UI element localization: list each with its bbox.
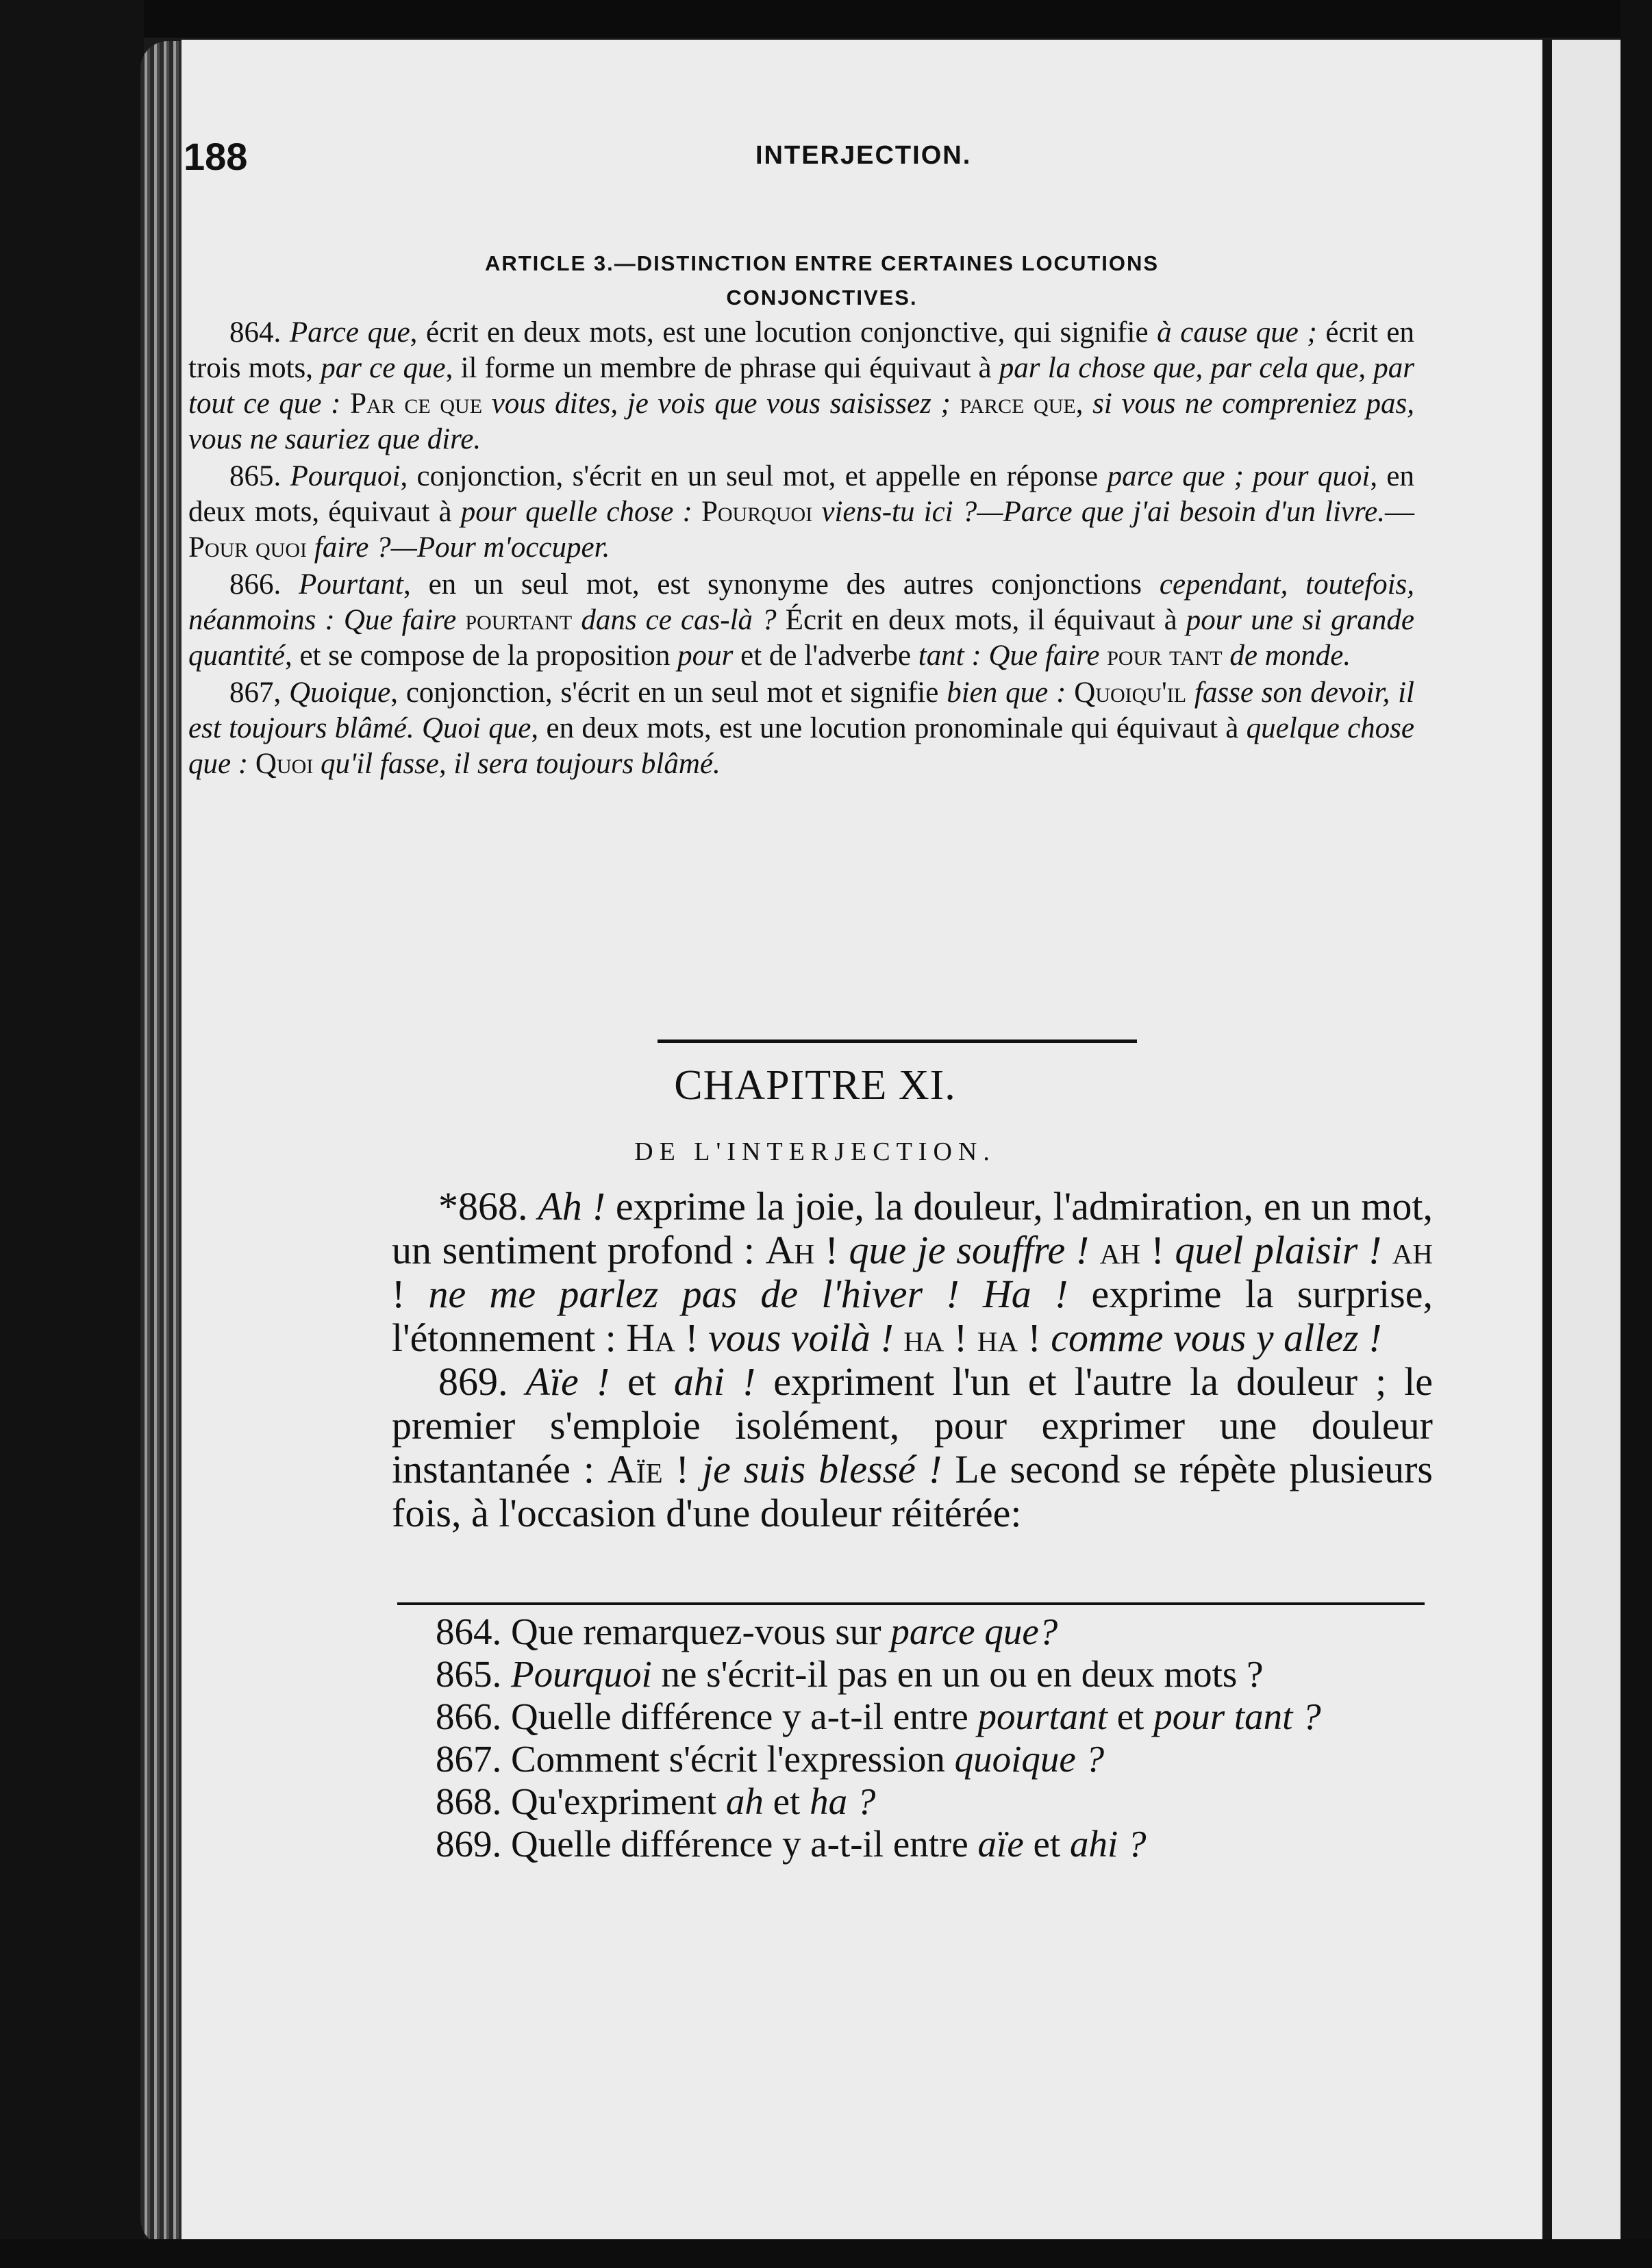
para-text: que je souffre !: [849, 1228, 1090, 1272]
paragraph-866: [188, 567, 1414, 674]
para-text: , conjonction, s'écrit en un seul mot, et appelle en réponse: [400, 460, 1107, 492]
question-text: Que remarquez-vous sur: [511, 1611, 891, 1652]
article-title-line1: ARTICLE 3.—DISTINCTION ENTRE CERTAINES LOCUTIONS: [484, 251, 1160, 275]
question-text: ahi ?: [1069, 1823, 1147, 1865]
question-866: [397, 1696, 1431, 1738]
running-title: INTERJECTION.: [755, 141, 972, 170]
para-text: écrit en trois mots,: [188, 316, 1414, 384]
book-spine: [1542, 40, 1552, 2245]
para-text: Le second se répète plusieurs fois, à l'occasion d'une douleur réitérée:: [392, 1447, 1433, 1535]
chapter-title: CHAPITRE XI.: [674, 1062, 956, 1109]
para-text: qu'il fasse, il sera toujours blâmé.: [321, 748, 721, 780]
question-number: 869.: [436, 1823, 511, 1865]
para-number: 866.: [229, 568, 299, 601]
para-text: , en deux mots, équivaut à: [188, 460, 1415, 528]
para-text: Pourquoi: [290, 460, 401, 492]
para-text: fasse son devoir, il est toujours blâmé. Quoi que: [188, 677, 1414, 744]
question-number: 864.: [436, 1611, 511, 1652]
para-text: parce que ; pour quoi: [1107, 460, 1371, 492]
question-text: et: [763, 1780, 810, 1822]
question-text: Quelle différence y a-t-il entre: [511, 1823, 978, 1865]
question-number: 867.: [436, 1738, 511, 1780]
question-text: Pourquoi: [511, 1653, 652, 1695]
scan-background-bottom: [0, 2239, 1652, 2268]
para-text: par ce que: [321, 352, 446, 384]
question-text: Qu'expriment: [511, 1780, 726, 1822]
scan-background-top: [0, 0, 1652, 38]
scan-background-right: [1620, 0, 1652, 2268]
para-text: et de l'adverbe: [733, 640, 918, 672]
para-text: Quoi: [248, 748, 321, 780]
para-text: cependant, toutefois, néanmoins : Que faire: [188, 568, 1415, 636]
question-number: 865.: [436, 1653, 511, 1695]
question-number: 866.: [436, 1696, 511, 1737]
para-text: comme vous y allez !: [1051, 1315, 1382, 1360]
para-text: à cause que ;: [1157, 316, 1317, 349]
question-text: pour tant ?: [1153, 1696, 1321, 1737]
article-section: [188, 247, 1414, 782]
para-text: Pourquoi: [692, 496, 822, 528]
question-text: Comment s'écrit l'expression: [511, 1738, 955, 1780]
para-text: , conjonction, s'écrit en un seul mot et signifie: [390, 677, 947, 709]
para-text: Quoiqu'il: [1066, 677, 1194, 709]
para-text: exprime la surprise, l'étonnement :: [392, 1272, 1433, 1360]
para-text: quelque chose que :: [188, 712, 1414, 780]
para-text: ah !: [392, 1228, 1434, 1316]
article-title-line2: CONJONCTIVES.: [726, 286, 918, 310]
para-text: quel plaisir !: [1175, 1228, 1382, 1272]
section-divider: [658, 1040, 1137, 1043]
question-number: 868.: [436, 1780, 511, 1822]
para-text: , et se compose de la proposition: [284, 640, 678, 672]
para-text: ha ! ha !: [893, 1315, 1051, 1360]
question-868: [397, 1780, 1431, 1823]
question-text: ah: [725, 1780, 764, 1822]
para-number: 869.: [438, 1359, 526, 1404]
question-text: pourtant: [977, 1696, 1108, 1737]
para-text: de monde.: [1229, 640, 1351, 672]
para-text: Écrit en deux mots, il équivaut à: [776, 604, 1186, 636]
para-text: Pourtant: [299, 568, 403, 601]
para-number: *868.: [438, 1184, 538, 1228]
para-text: exprime la joie, la douleur, l'admiration, en un mot, un sentiment profond :: [392, 1184, 1434, 1272]
para-text: tant : Que faire: [918, 640, 1100, 672]
para-text: viens-tu ici ?—Parce que j'ai besoin d'un livre.: [821, 496, 1385, 528]
para-text: expriment l'un et l'autre la douleur ; le premier s'emploie isolément, pour exprimer une douleur instantanée :: [392, 1359, 1434, 1491]
para-text: vous dites, je vois que vous saisissez ;: [491, 388, 951, 420]
interjection-section: [392, 1185, 1433, 1535]
para-text: pour une si grande quantité: [188, 604, 1414, 672]
para-text: Aïe !: [525, 1359, 610, 1404]
para-number: 867,: [229, 677, 290, 709]
page-number: 188: [184, 135, 248, 178]
question-text: et: [1023, 1823, 1070, 1865]
question-text: aïe: [977, 1823, 1024, 1865]
para-text: je suis blessé !: [702, 1447, 942, 1491]
para-text: Par ce que: [340, 388, 492, 420]
para-text: pourtant: [456, 604, 581, 636]
para-text: , en deux mots, est une locution pronominale qui équivaut à: [531, 712, 1247, 744]
para-text: vous voilà !: [708, 1315, 894, 1360]
question-text: parce que?: [890, 1611, 1058, 1652]
para-text: par la chose que, par cela que, par tout ce que :: [188, 352, 1415, 420]
article-title: [188, 247, 1414, 315]
para-text: Quoique: [289, 677, 391, 709]
paragraph-868: [392, 1185, 1433, 1360]
para-text: si vous ne compreniez pas, vous ne sauriez que dire.: [188, 388, 1414, 455]
para-text: pour quelle chose :: [460, 496, 692, 528]
question-text: ha ?: [810, 1780, 876, 1822]
question-869: [397, 1823, 1431, 1865]
paragraph-865: [188, 459, 1414, 566]
para-number: 865.: [229, 460, 290, 492]
para-text: , il forme un membre de phrase qui équivaut à: [445, 352, 999, 384]
question-867: [397, 1738, 1431, 1780]
para-text: parce que,: [950, 388, 1093, 420]
questions-divider: [397, 1602, 1425, 1605]
para-text: Ha !: [626, 1315, 709, 1360]
para-text: ahi !: [673, 1359, 756, 1404]
paragraph-869: [392, 1360, 1433, 1535]
para-text: Aïe !: [608, 1447, 702, 1491]
question-text: ne s'écrit-il pas en un ou en deux mots ?: [651, 1653, 1264, 1695]
paragraph-864: [188, 315, 1414, 457]
question-865: [397, 1653, 1431, 1696]
question-864: [397, 1611, 1431, 1653]
para-text: , en un seul mot, est synonyme des autres conjonctions: [403, 568, 1160, 601]
para-text: Ah !: [538, 1184, 605, 1228]
para-text: faire ?—Pour m'occuper.: [314, 531, 610, 564]
para-text: pour tant: [1099, 640, 1230, 672]
para-text: , écrit en deux mots, est une locution conjonctive, qui signifie: [410, 316, 1157, 349]
para-text: ne me parlez pas de l'hiver ! Ha !: [428, 1272, 1068, 1316]
para-text: ah !: [1089, 1228, 1175, 1272]
para-text: dans ce cas-là ?: [581, 604, 777, 636]
review-questions: [397, 1611, 1431, 1865]
para-text: pour: [677, 640, 734, 672]
para-text: Parce que: [289, 316, 410, 349]
question-text: Quelle différence y a-t-il entre: [511, 1696, 978, 1737]
running-head: [184, 134, 1410, 210]
para-text: bien que :: [947, 677, 1066, 709]
question-text: et: [1107, 1696, 1154, 1737]
scan-background-left: [0, 0, 144, 2268]
para-text: —Pour quoi: [188, 496, 1414, 564]
question-text: quoique ?: [954, 1738, 1105, 1780]
para-text: et: [610, 1359, 674, 1404]
para-number: 864.: [229, 316, 290, 349]
chapter-subtitle: DE L'INTERJECTION.: [634, 1137, 996, 1166]
paragraph-867: [188, 675, 1414, 782]
para-text: Ah !: [765, 1228, 849, 1272]
